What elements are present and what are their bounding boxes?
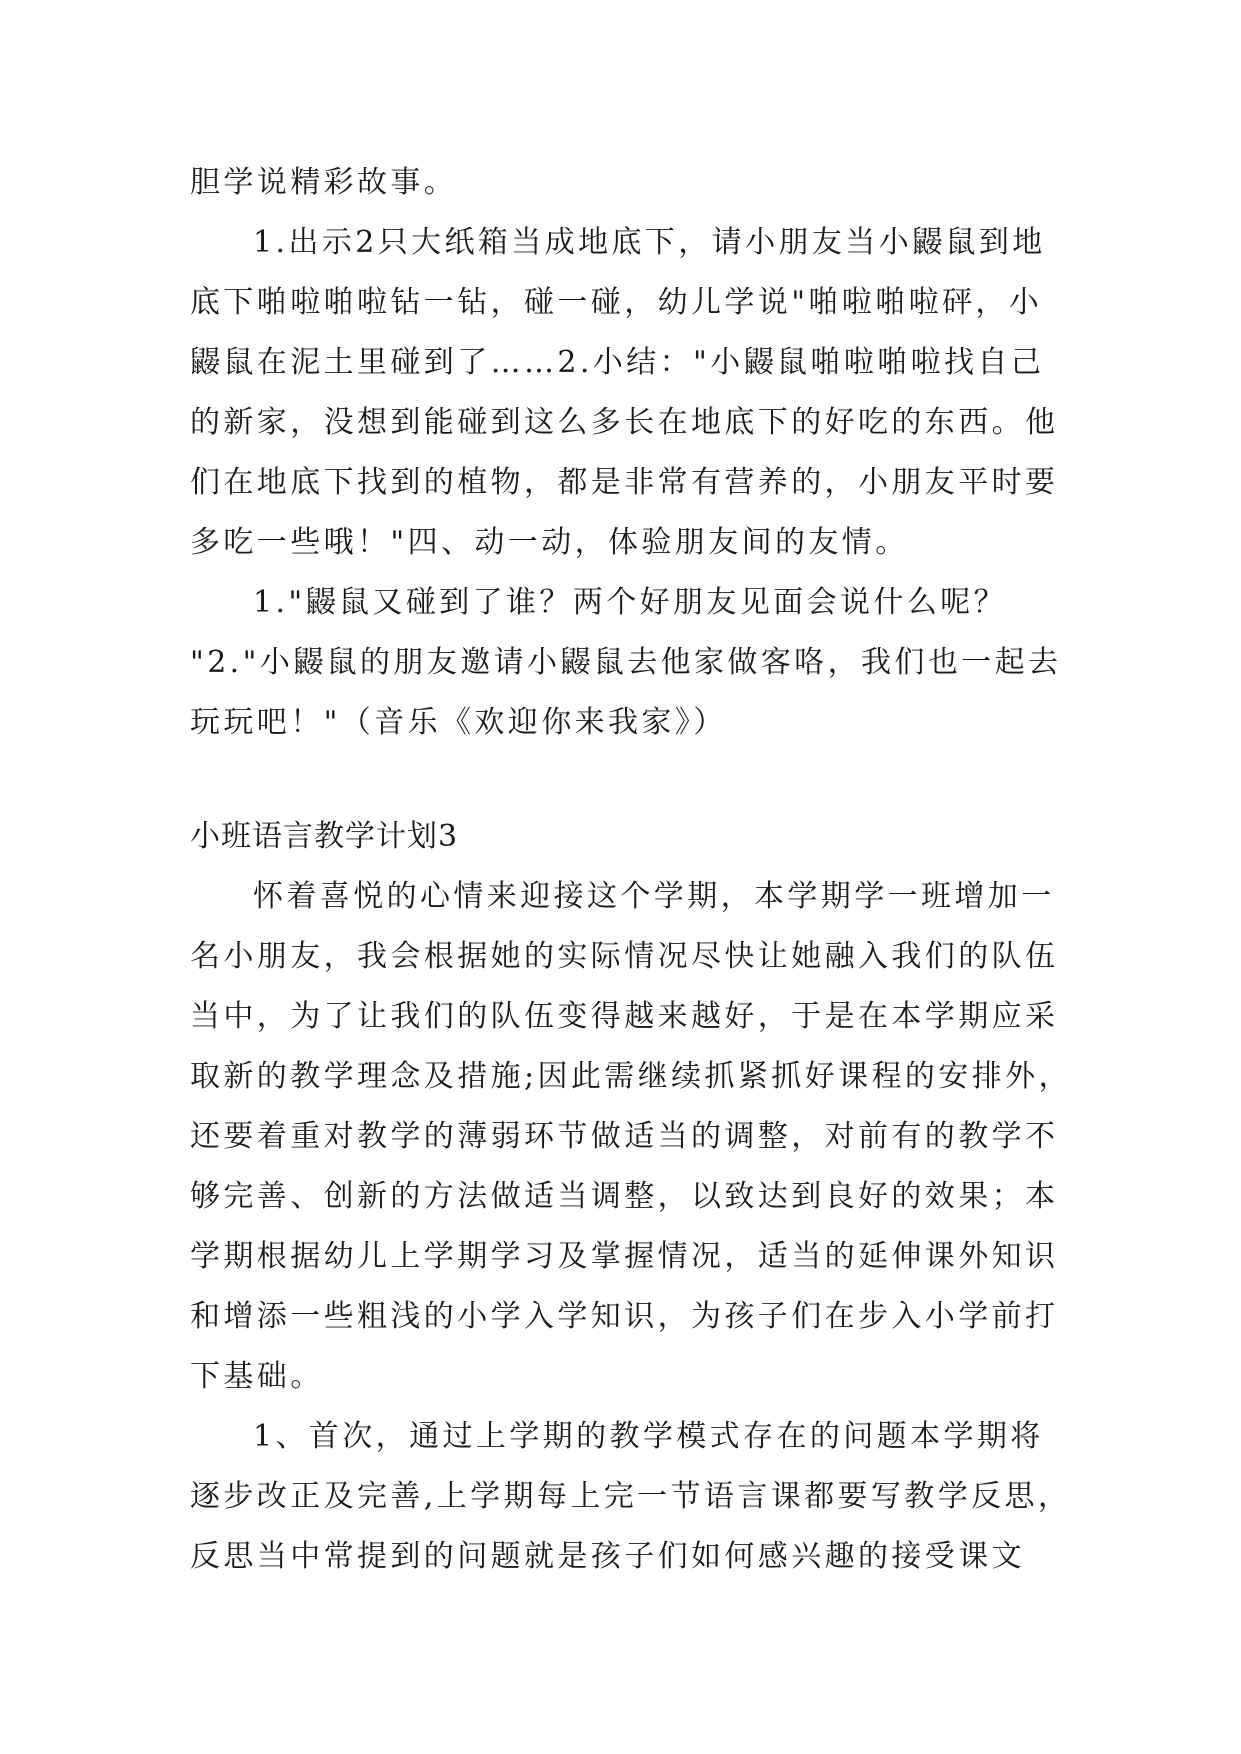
- paragraph-line: 1."鼹鼠又碰到了谁？两个好朋友见面会说什么呢？: [253, 585, 1008, 620]
- text-block-bottom: [190, 867, 1072, 1587]
- paragraph-line: 1.出示2只大纸箱当成地底下，请小朋友当小鼹鼠到地: [253, 225, 1046, 260]
- paragraph-line: 下基础。: [190, 1359, 324, 1394]
- paragraph-line: 多吃一些哦！"四、动一动，体验朋友间的友情。: [190, 525, 909, 560]
- paragraph-line: 玩玩吧！"（音乐《欢迎你来我家》）: [190, 705, 727, 740]
- paragraph-line: 取新的教学理念及措施;因此需继续抓紧抓好课程的安排外，: [190, 1059, 1072, 1094]
- paragraph-line: 鼹鼠在泥土里碰到了……2.小结："小鼹鼠啪啦啪啦找自己: [190, 345, 1045, 380]
- paragraph-line: 当中，为了让我们的队伍变得越来越好，于是在本学期应采: [190, 999, 1059, 1034]
- paragraph-line: 胆学说精彩故事。: [190, 165, 458, 200]
- paragraph-line: 反思当中常提到的问题就是孩子们如何感兴趣的接受课文: [190, 1539, 1025, 1574]
- paragraph-line: 名小朋友，我会根据她的实际情况尽快让她融入我们的队伍: [190, 939, 1059, 974]
- paragraph-line: 怀着喜悦的心情来迎接这个学期，本学期学一班增加一: [253, 879, 1055, 914]
- paragraph-line: 学期根据幼儿上学期学习及掌握情况，适当的延伸课外知识: [190, 1239, 1059, 1274]
- paragraph-line: 底下啪啦啪啦钻一钻，碰一碰，幼儿学说"啪啦啪啦砰，小: [190, 285, 1043, 320]
- paragraph-line: 1、首次，通过上学期的教学模式存在的问题本学期将: [253, 1419, 1044, 1454]
- paragraph-line: 和增添一些粗浅的小学入学知识，为孩子们在步入小学前打: [190, 1299, 1059, 1334]
- text-block-top: [190, 153, 1062, 753]
- paragraph-line: 还要着重对教学的薄弱环节做适当的调整，对前有的教学不: [190, 1119, 1059, 1154]
- paragraph-line: 够完善、创新的方法做适当调整，以致达到良好的效果；本: [190, 1179, 1059, 1214]
- paragraph-line: 逐步改正及完善,上学期每上完一节语言课都要写教学反思，: [190, 1479, 1072, 1514]
- section-title: 小班语言教学计划3: [190, 819, 459, 854]
- paragraph-line: 们在地底下找到的植物，都是非常有营养的，小朋友平时要: [190, 465, 1059, 500]
- paragraph-line: 的新家，没想到能碰到这么多长在地底下的好吃的东西。他: [190, 405, 1059, 440]
- paragraph-line: "2."小鼹鼠的朋友邀请小鼹鼠去他家做客咯，我们也一起去: [190, 645, 1062, 680]
